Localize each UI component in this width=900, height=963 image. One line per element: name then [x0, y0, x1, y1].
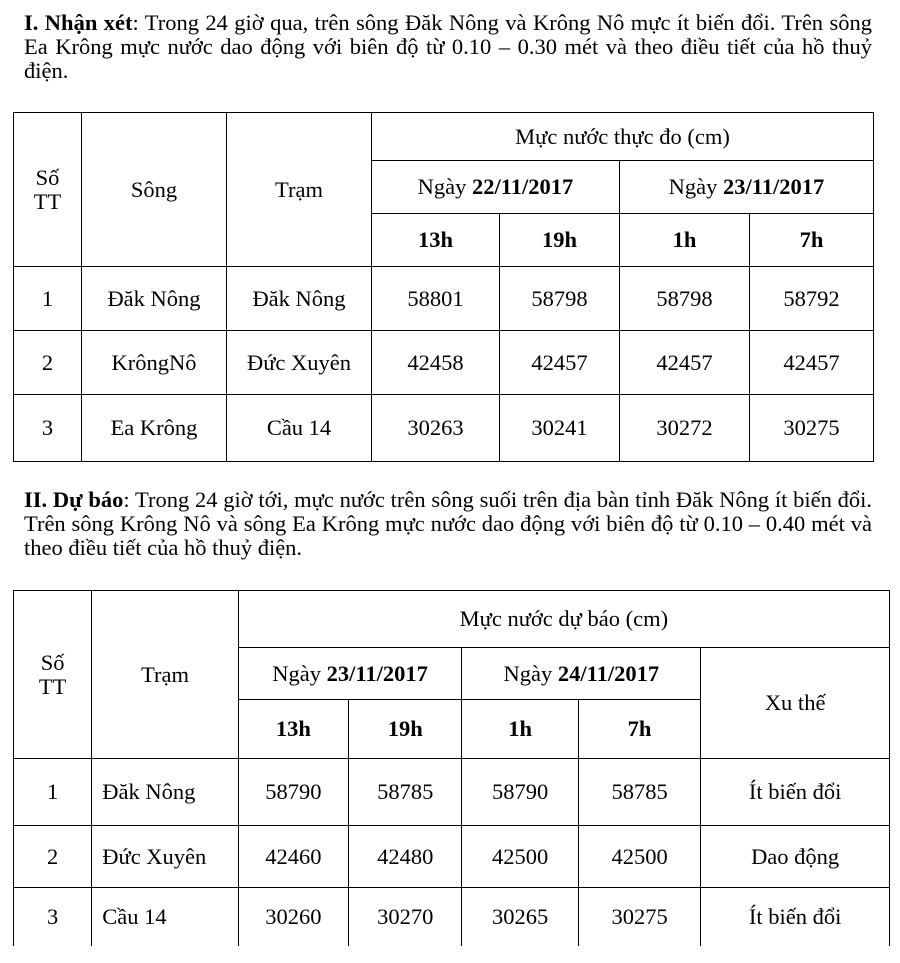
row-stt: 3 [14, 395, 82, 462]
row-value: 58801 [372, 267, 500, 331]
header-hour: 19h [349, 700, 462, 759]
row-value: 58790 [238, 759, 348, 826]
header-song: Sông [82, 113, 227, 267]
header-tram: Trạm [227, 113, 372, 267]
header-hour: 1h [462, 700, 578, 759]
row-value: 42480 [349, 826, 462, 888]
header-stt: Số TT [14, 113, 82, 267]
row-value: 42457 [750, 331, 874, 395]
row-value: 30265 [462, 888, 578, 946]
table-row [14, 826, 890, 888]
row-stt: 3 [14, 888, 92, 946]
row-tram: Đức Xuyên [227, 331, 372, 395]
section-1-text: : Trong 24 giờ qua, trên sông Đăk Nông và Krông Nô mực ít biến đổi. Trên sông Ea Krông mực nước dao động với biên độ từ 0.10 – 0.30 mét và theo điều tiết của hồ thuỷ điện. [24, 10, 872, 83]
row-trend: Ít biến đổi [701, 888, 890, 946]
row-tram: Đăk Nông [92, 759, 238, 826]
forecast-water-level-table [13, 590, 890, 946]
header-hour: 1h [620, 214, 750, 267]
row-value: 42458 [372, 331, 500, 395]
row-tram: Cầu 14 [227, 395, 372, 462]
section-2-text: : Trong 24 giờ tới, mực nước trên sông suối trên địa bàn tỉnh Đăk Nông ít biến đổi. Trên sông Krông Nô và sông Ea Krông mực nước dao động với biên độ từ 0.10 – 0.40 mét và theo điều tiết của hồ thuỷ điện. [24, 487, 873, 560]
row-tram: Cầu 14 [92, 888, 238, 946]
row-song: Đăk Nông [82, 267, 227, 331]
section-2-paragraph [24, 488, 872, 560]
row-song: Ea Krông [82, 395, 227, 462]
row-value: 30263 [372, 395, 500, 462]
row-value: 42500 [578, 826, 700, 888]
row-value: 30272 [620, 395, 750, 462]
row-tram: Đăk Nông [227, 267, 372, 331]
row-tram: Đức Xuyên [92, 826, 238, 888]
row-trend: Ít biến đổi [701, 759, 890, 826]
header-tram: Trạm [92, 591, 238, 759]
row-value: 42457 [620, 331, 750, 395]
row-value: 30275 [578, 888, 700, 946]
observed-water-level-table [13, 112, 874, 462]
header-hour: 19h [500, 214, 620, 267]
row-value: 58790 [462, 759, 578, 826]
header-day-1: Ngày 23/11/2017 [238, 648, 462, 700]
row-trend: Dao động [701, 826, 890, 888]
row-value: 58798 [620, 267, 750, 331]
row-stt: 2 [14, 826, 92, 888]
section-1-paragraph [24, 11, 872, 83]
row-value: 58785 [349, 759, 462, 826]
header-hour: 7h [578, 700, 700, 759]
table-row [14, 888, 890, 946]
header-stt: Số TT [14, 591, 92, 759]
header-hour: 13h [372, 214, 500, 267]
row-song: KrôngNô [82, 331, 227, 395]
row-value: 42460 [238, 826, 348, 888]
row-value: 30260 [238, 888, 348, 946]
section-1-heading: I. Nhận xét [24, 10, 133, 35]
header-day-2: Ngày 24/11/2017 [462, 648, 701, 700]
header-forecast-group: Mực nước dự báo (cm) [238, 591, 889, 648]
row-value: 30275 [750, 395, 874, 462]
row-value: 58785 [578, 759, 700, 826]
table-row [14, 395, 874, 462]
row-stt: 2 [14, 331, 82, 395]
header-hour: 13h [238, 700, 348, 759]
header-day-2: Ngày 23/11/2017 [620, 161, 874, 214]
header-day-1: Ngày 22/11/2017 [372, 161, 620, 214]
table-row [14, 759, 890, 826]
row-value: 42500 [462, 826, 578, 888]
row-value: 30241 [500, 395, 620, 462]
table-row [14, 267, 874, 331]
section-2-heading: II. Dự báo [24, 487, 124, 512]
row-stt: 1 [14, 267, 82, 331]
row-value: 58792 [750, 267, 874, 331]
row-value: 42457 [500, 331, 620, 395]
row-value: 58798 [500, 267, 620, 331]
header-hour: 7h [750, 214, 874, 267]
header-observed-group: Mực nước thực đo (cm) [372, 113, 874, 161]
row-stt: 1 [14, 759, 92, 826]
row-value: 30270 [349, 888, 462, 946]
table-row [14, 331, 874, 395]
header-trend: Xu thế [701, 648, 890, 759]
